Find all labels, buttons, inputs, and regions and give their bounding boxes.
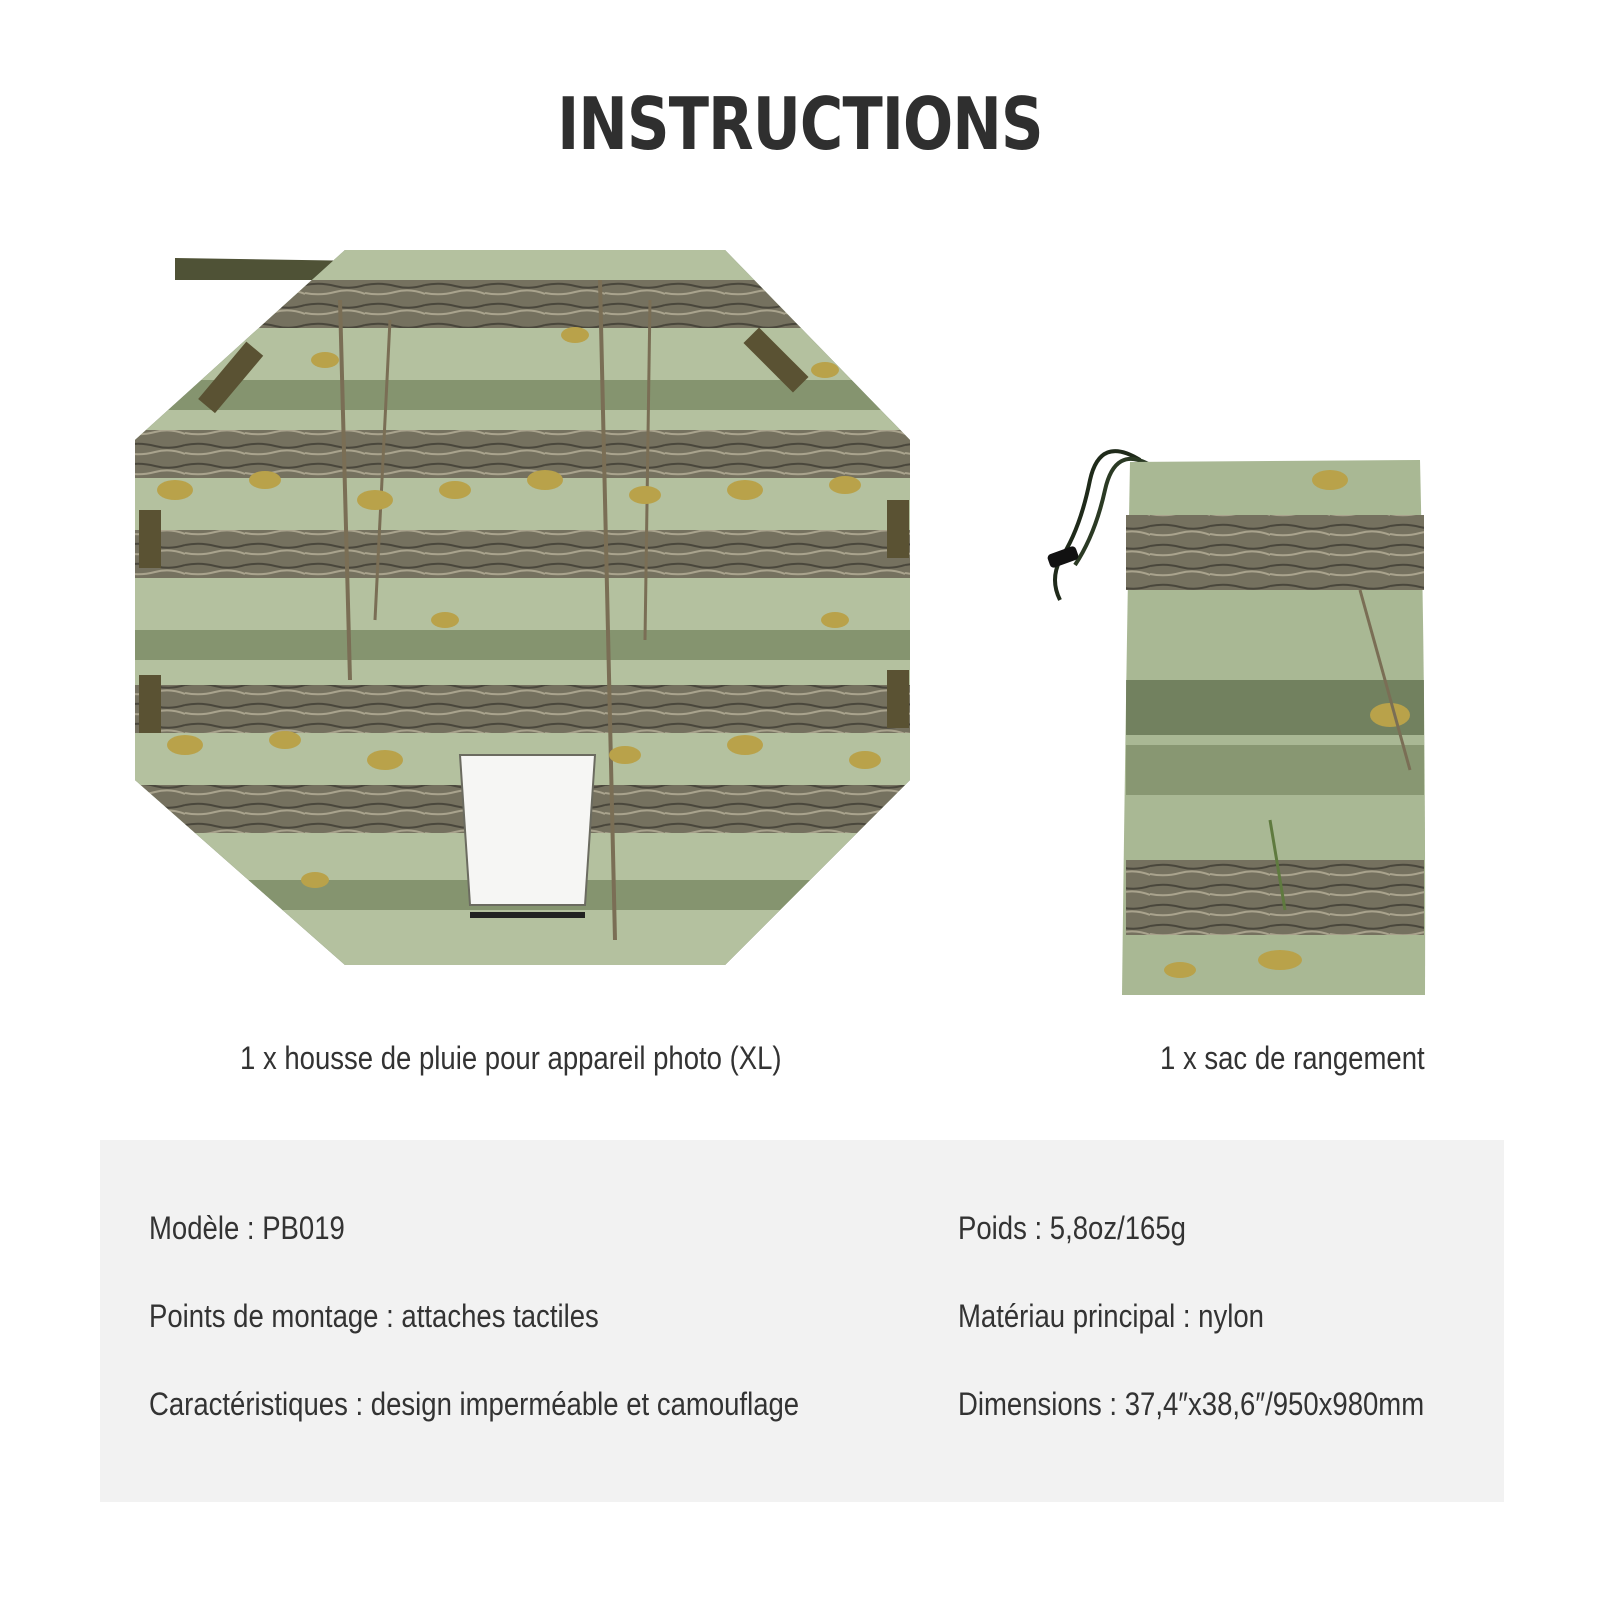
spec-dimensions: Dimensions : 37,4″x38,6″/950x980mm: [958, 1386, 1425, 1422]
rain-cover-caption: 1 x housse de pluie pour appareil photo (XL): [240, 1040, 782, 1076]
spec-mounting-points: Points de montage : attaches tactiles: [149, 1298, 599, 1334]
storage-bag-image: [1030, 440, 1460, 1010]
rain-cover-image: [125, 240, 945, 1000]
spec-model: Modèle : PB019: [149, 1210, 345, 1246]
page-title: INSTRUCTIONS: [557, 82, 1043, 166]
spec-weight: Poids : 5,8oz/165g: [958, 1210, 1186, 1246]
spec-material: Matériau principal : nylon: [958, 1298, 1264, 1334]
spec-features: Caractéristiques : design imperméable et camouflage: [149, 1386, 800, 1422]
specifications-panel: [100, 1140, 1504, 1502]
storage-bag-caption: 1 x sac de rangement: [1160, 1040, 1425, 1076]
